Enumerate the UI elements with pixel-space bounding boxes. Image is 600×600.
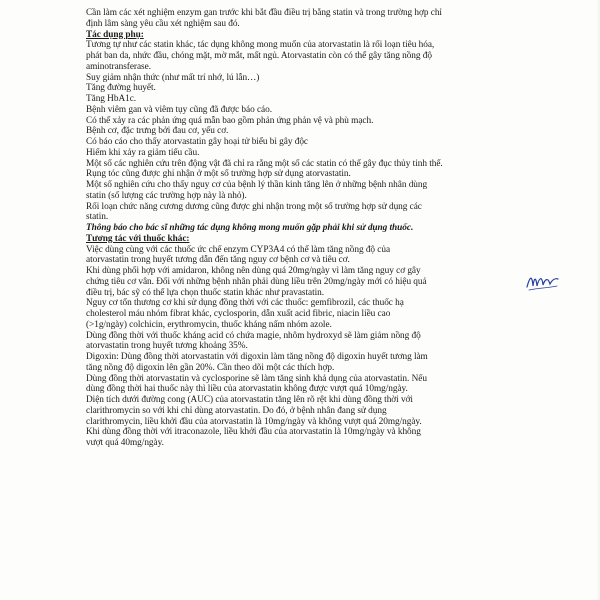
text-line: statin. (86, 212, 109, 223)
text-line: Nguy cơ tổn thương cơ khi sử dụng đồng thời với các thuốc: gemfibrozil, các thuốc hạ (86, 298, 404, 309)
text-line: Tăng đường huyết. (86, 83, 156, 94)
text-line: (>1g/ngày) colchicin, erythromycin, thuốc kháng nấm nhóm azole. (86, 319, 332, 330)
text-line: Có báo cáo cho thấy atorvastatin gây hoại tử biểu bì gây độc (86, 137, 309, 147)
text-line: Rối loạn chức năng cương dương cũng được ghi nhận trong một số trường hợp sử dụng các (86, 201, 422, 212)
document-body (86, 8, 518, 449)
text-line: định lâm sàng yêu cầu xét nghiệm sau đó. (86, 18, 240, 29)
text-line: Tăng HbA1c. (86, 94, 137, 104)
text-line: vượt quá 40mg/ngày. (86, 438, 164, 448)
text-line: điều trị, bác sỹ có thể lựa chọn thuốc statin khác như pravastatin. (86, 287, 325, 298)
text-line: Dùng đồng thời atorvastatin và cyclosporine sẽ làm tăng sinh khả dụng của atorvastatin. Nếu (86, 373, 427, 384)
text-line: Tương tự như các statin khác, tác dụng không mong muốn của atorvastatin là rối loạn tiêu hóa, (86, 40, 435, 51)
text-line: clarithromycin, liều khởi đầu của atorvastatin là 10mg/ngày và không vượt quá 20mg/ngày. (86, 416, 422, 427)
text-line: Một số nghiên cứu cho thấy nguy cơ của bệnh lý thần kinh tăng lên ở những bệnh nhân dùng (86, 180, 428, 190)
text-line: Hiếm khi xảy ra giảm tiểu cầu. (86, 147, 200, 158)
handwritten-signature (524, 270, 560, 294)
text-line: Suy giảm nhận thức (như mất trí nhớ, lú lẫn…) (86, 72, 260, 83)
text-line: Rụng tóc cũng được ghi nhận ở một số trường hợp sử dụng atorvastatin. (86, 169, 351, 180)
text-line: Bệnh viêm gan và viêm tụy cũng đã được báo cáo. (86, 104, 272, 115)
text-line: cholesterol máu nhóm fibrat khác, cyclosporin, dẫn xuất acid fibric, niacin liều cao (86, 309, 391, 319)
section-heading: Tác dụng phụ: (86, 29, 144, 40)
text-line: Khi dùng phối hợp với amidaron, không nên dùng quá 20mg/ngày vì làm tăng nguy cơ gây (86, 266, 421, 276)
page-edge-shadow (596, 0, 600, 600)
text-line: Diện tích dưới đường cong (AUC) của atorvastatin tăng lên rõ rệt khi dùng đồng thời với (86, 395, 413, 405)
text-line: tăng nồng độ digoxin lên gần 20%. Cần theo dõi một các thích hợp. (86, 362, 335, 373)
section-heading: Tương tác với thuốc khác: (86, 233, 190, 244)
text-line: Cần làm các xét nghiệm enzym gan trước khi bắt đầu điều trị bằng statin và trong trường hợp chỉ (86, 8, 442, 18)
text-line: atorvastatin trong huyết tương khoảng 35%. (86, 341, 248, 352)
text-line: Có thể xảy ra các phản ứng quá mẫn bao gồm phản ứng phản vệ và phù mạch. (86, 115, 374, 126)
text-line: Khi dùng đồng thời với itraconazole, liều khởi đầu của atorvastatin là 10mg/ngày và không (86, 427, 421, 438)
text-line: aminotransferase. (86, 61, 151, 72)
text-line: clarithromycin so với khi chỉ dùng atorvastatin. Do đó, ở bệnh nhân đang sử dụng (86, 405, 387, 416)
text-line: Dùng đồng thời với thuốc kháng acid có chứa magie, nhôm hydroxyd sẽ làm giảm nồng độ (86, 330, 421, 341)
text-line: atorvastatin trong huyết tương dẫn đến tăng nguy cơ bệnh cơ và tiêu cơ. (86, 255, 350, 266)
text-line: statin (số lượng các trường hợp này là nhỏ). (86, 190, 247, 201)
text-line: phát ban da, nhức đầu, chóng mặt, mờ mắt, mất ngủ. Atorvastatin còn có thể gây tăng nồng độ (86, 51, 432, 61)
text-line: Bệnh cơ, đặc trưng bởi đau cơ, yếu cơ. (86, 126, 229, 137)
text-line: Một số các nghiên cứu trên động vật đã chỉ ra rằng một số các statin có thể gây đục thủy tinh thể. (86, 158, 443, 169)
text-line: Digoxin: Dùng đồng thời atorvastatin với digoxin làm tăng nồng độ digoxin huyết tương làm (86, 352, 428, 362)
doctor-notice: Thông báo cho bác sĩ những tác dụng không mong muốn gặp phải khi sử dụng thuốc. (86, 223, 414, 233)
text-line: dùng đồng thời hai thuốc này thì liều của atorvastatin không được vượt quá 10mg/ngày. (86, 384, 408, 395)
text-line: chứng tiêu cơ vân. Đối với những bệnh nhân phải dùng liều trên 20mg/ngày mới có hiệu quả (86, 276, 427, 287)
text-line: Việc dùng cùng với các thuốc ức chế enzym CYP3A4 có thể làm tăng nồng độ của (86, 244, 391, 255)
